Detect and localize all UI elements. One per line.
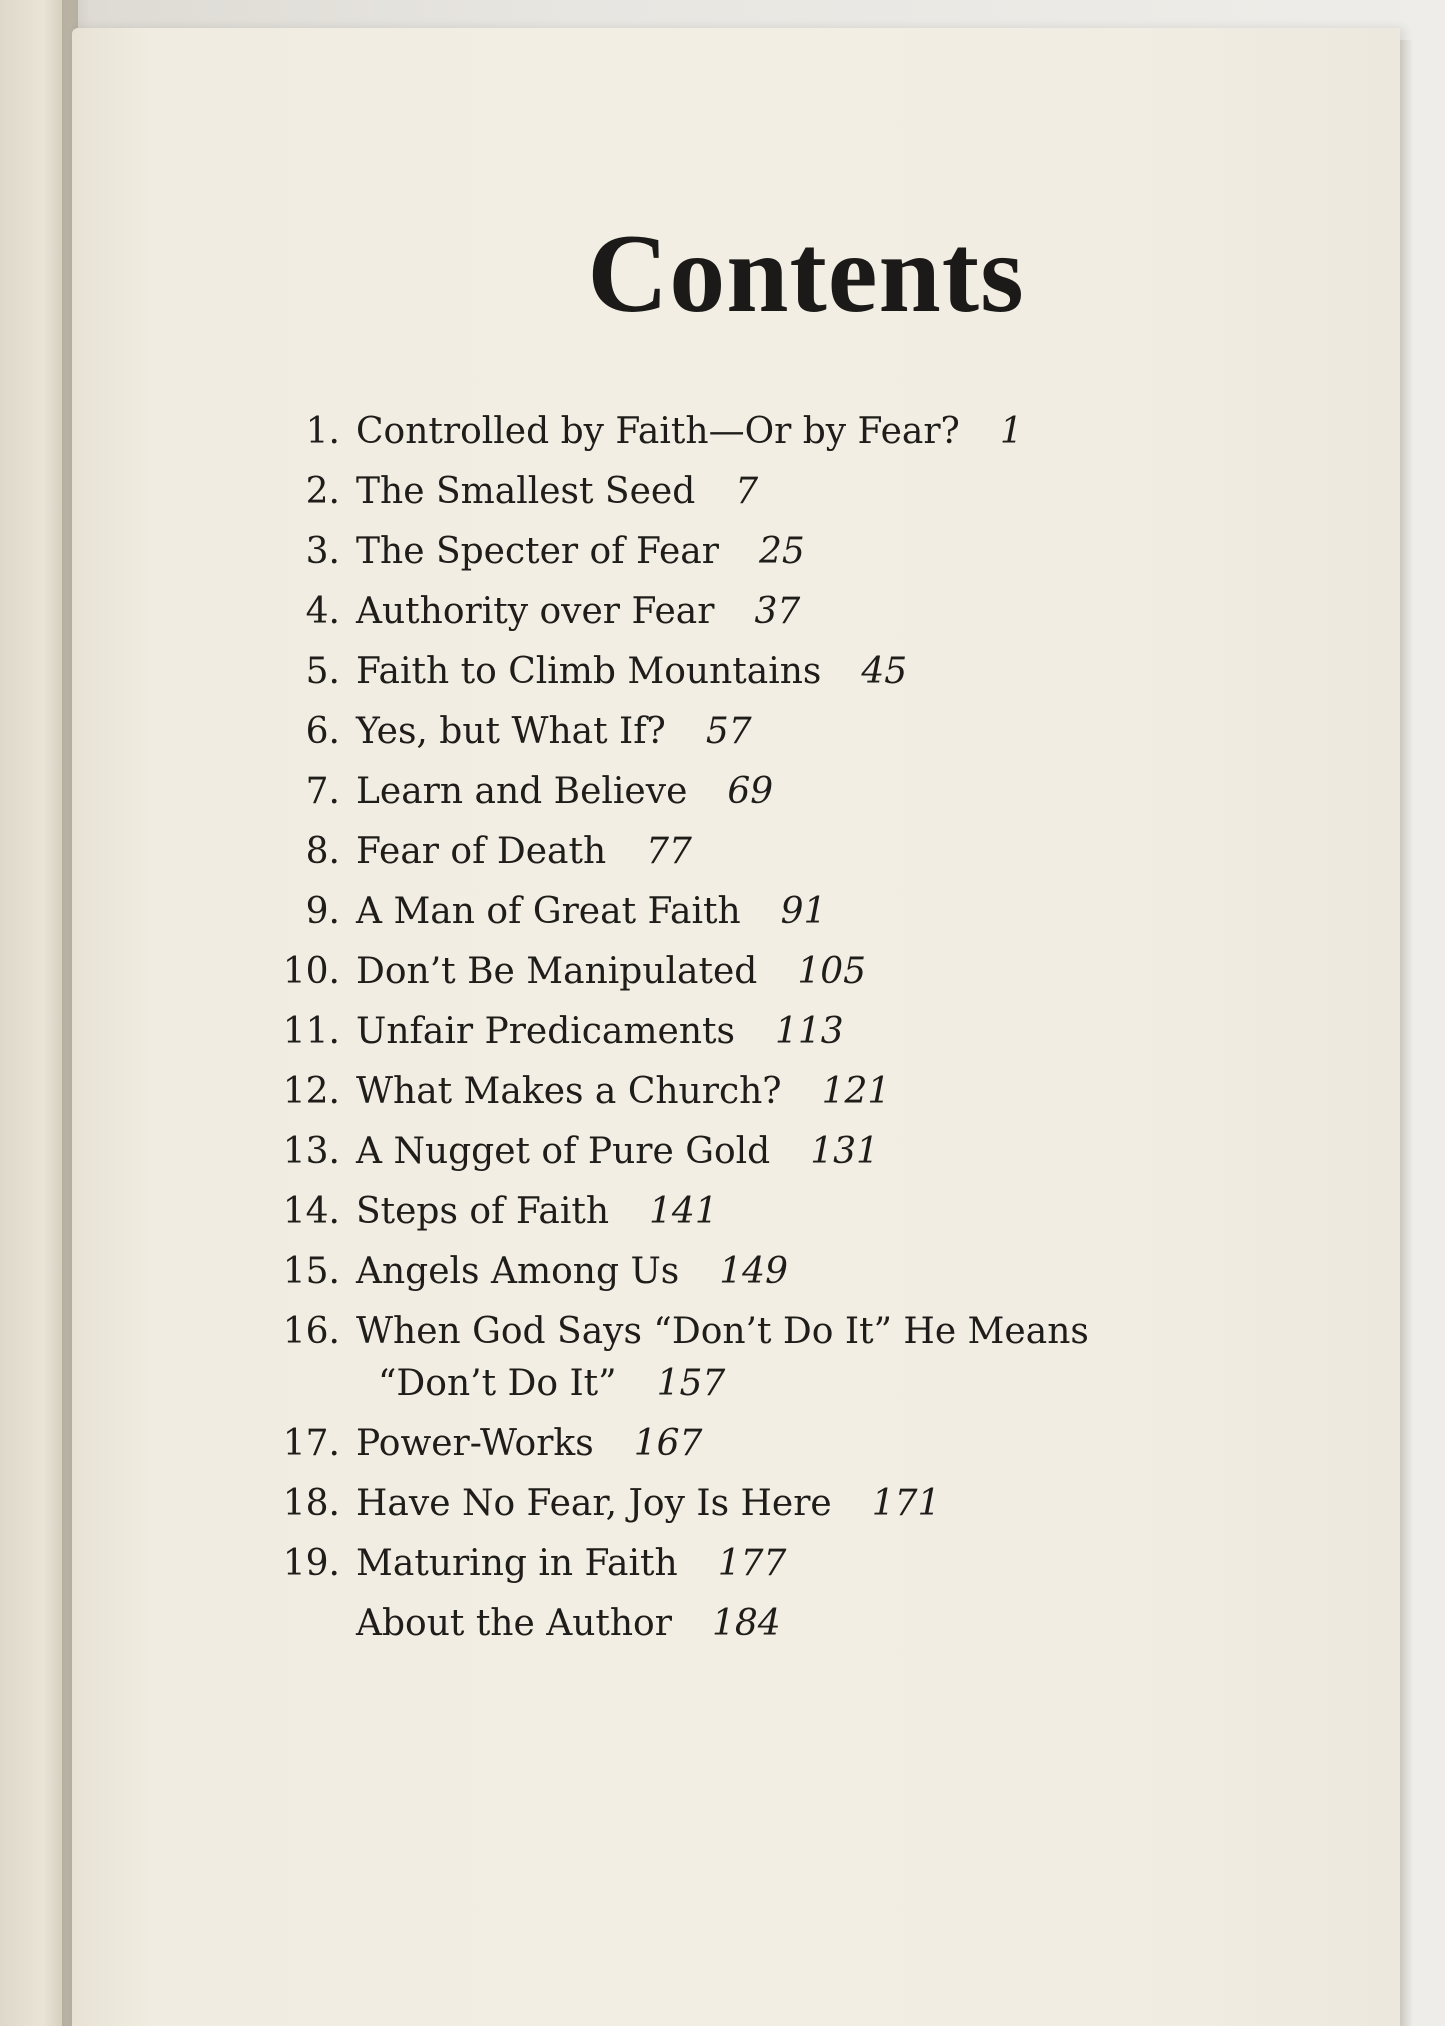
page-number: 105 (797, 951, 867, 992)
page-number: 77 (646, 831, 692, 872)
toc-entry-7 (262, 762, 1162, 822)
chapter-number: 15. (282, 1251, 340, 1292)
page-number: 1 (999, 411, 1023, 452)
page-number: 113 (774, 1011, 844, 1052)
book-page (72, 28, 1400, 2026)
toc-entry-18 (262, 1474, 1162, 1534)
toc-entry-15 (262, 1242, 1162, 1302)
page-number: 157 (656, 1363, 726, 1404)
chapter-number: 9. (305, 891, 340, 932)
toc-entry-8 (262, 822, 1162, 882)
page-number: 91 (780, 891, 827, 932)
chapter-number: 8. (305, 831, 340, 872)
chapter-title: When God Says “Don’t Do It” He Means (356, 1311, 1089, 1352)
toc-entry-11 (262, 1002, 1162, 1062)
chapter-number: 4. (305, 591, 340, 632)
toc-entry-2 (262, 462, 1162, 522)
chapter-title-continuation (262, 1358, 1162, 1410)
toc-entry-10 (262, 942, 1162, 1002)
toc-entry-5 (262, 642, 1162, 702)
toc-entry-6 (262, 702, 1162, 762)
chapter-title: Unfair Predicaments (356, 1011, 735, 1052)
page-number: 57 (705, 711, 752, 752)
page-number: 69 (727, 771, 774, 812)
chapter-number: 2. (305, 471, 340, 512)
toc-entry-9 (262, 882, 1162, 942)
page-stack-edge (1398, 40, 1412, 2026)
chapter-number: 10. (282, 951, 340, 992)
page-number: 25 (758, 531, 805, 572)
chapter-title: The Smallest Seed (356, 471, 696, 512)
chapter-number: 1. (305, 411, 340, 452)
chapter-title: Controlled by Faith—Or by Fear? (356, 411, 960, 452)
page-number: 45 (861, 651, 908, 692)
chapter-title: A Nugget of Pure Gold (356, 1131, 771, 1172)
chapter-title: Learn and Believe (356, 771, 688, 812)
toc-entry-14 (262, 1182, 1162, 1242)
chapter-title: Don’t Be Manipulated (356, 951, 758, 992)
page-number: 141 (649, 1191, 718, 1232)
chapter-number: 18. (282, 1483, 340, 1524)
chapter-title: Maturing in Faith (356, 1543, 678, 1584)
page-number: 121 (821, 1071, 891, 1112)
chapter-number: 12. (282, 1071, 340, 1112)
page-number: 131 (810, 1131, 879, 1172)
chapter-number: 13. (282, 1131, 340, 1172)
chapter-title: Angels Among Us (356, 1251, 680, 1292)
chapter-title: Fear of Death (356, 831, 607, 872)
chapter-title: Faith to Climb Mountains (356, 651, 822, 692)
chapter-title: About the Author (356, 1603, 672, 1644)
page-number: 7 (735, 471, 759, 512)
chapter-title: The Specter of Fear (356, 531, 719, 572)
toc-entry-19 (262, 1534, 1162, 1594)
chapter-number: 3. (305, 531, 340, 572)
page-number: 149 (719, 1251, 788, 1292)
toc-entry-about-author (262, 1594, 1162, 1654)
chapter-number: 16. (282, 1311, 340, 1352)
toc-entry-17 (262, 1414, 1162, 1474)
page-number: 171 (871, 1483, 941, 1524)
chapter-number: 19. (282, 1543, 340, 1584)
chapter-title: Authority over Fear (356, 591, 715, 632)
toc-entry-1 (262, 402, 1162, 462)
page-number: 167 (633, 1423, 703, 1464)
chapter-number: 5. (305, 651, 340, 692)
chapter-title: Power-Works (356, 1423, 594, 1464)
toc-entry-4 (262, 582, 1162, 642)
chapter-number: 14. (282, 1191, 340, 1232)
toc-entry-13 (262, 1122, 1162, 1182)
page-title: Contents (587, 212, 1025, 336)
chapter-title: Steps of Faith (356, 1191, 610, 1232)
page-number: 177 (717, 1543, 787, 1584)
chapter-title: Have No Fear, Joy Is Here (356, 1483, 832, 1524)
chapter-title: What Makes a Church? (356, 1071, 782, 1112)
chapter-title: Yes, but What If? (356, 711, 666, 752)
chapter-number: 7. (305, 771, 340, 812)
toc-entry-16 (262, 1302, 1162, 1414)
chapter-number: 17. (282, 1423, 340, 1464)
chapter-number: 6. (305, 711, 340, 752)
chapter-number: 11. (282, 1011, 340, 1052)
page-number: 184 (711, 1603, 781, 1644)
contents-page (72, 28, 1400, 2026)
chapter-title: A Man of Great Faith (356, 891, 741, 932)
chapter-title-cont-text: “Don’t Do It” (378, 1363, 617, 1404)
toc-entry-12 (262, 1062, 1162, 1122)
toc-entry-3 (262, 522, 1162, 582)
page-number: 37 (754, 591, 801, 632)
table-of-contents (262, 402, 1162, 1654)
